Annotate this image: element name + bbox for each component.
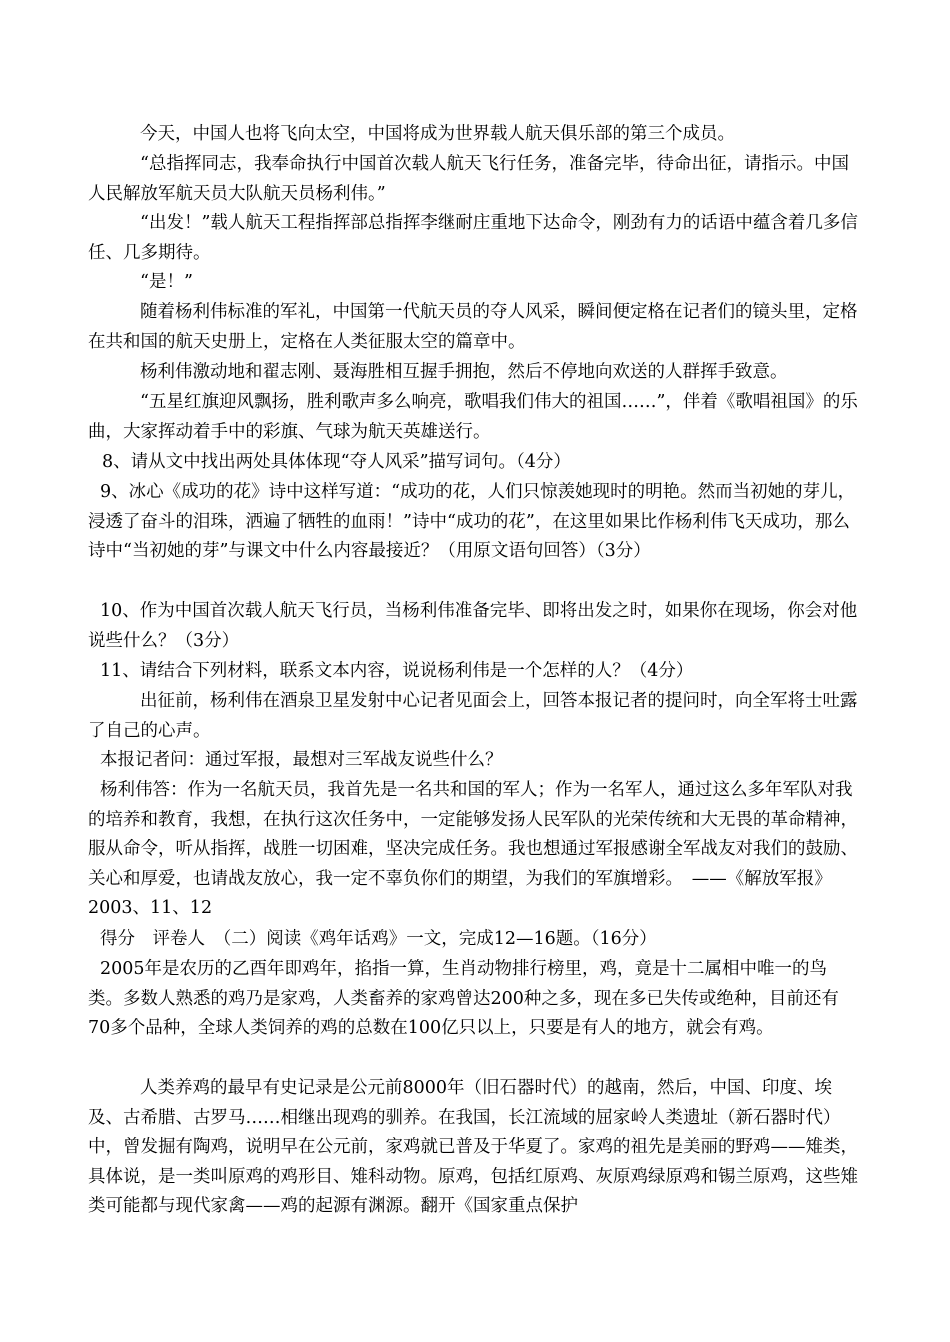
- reporter-question: 本报记者问：通过军报，最想对三军战友说些什么？: [100, 750, 503, 770]
- paragraph-1: 今天，中国人也将飞向太空，中国将成为世界载人航天俱乐部的第三个成员。: [140, 124, 735, 144]
- article-paragraph-1: 2005年是农历的乙酉年即鸡年，掐指一算，生肖动物排行榜里，鸡，竟是十二属相中唯一的鸟类。多数人熟悉的鸡乃是家鸡，人类畜养的家鸡曾达200种之多，现在多已失传或绝种，目前还有70多个品种，全球人类饲养的鸡的总数在100亿只以上，只要是有人的地方，就会有鸡。: [88, 959, 839, 1038]
- material-intro: 出征前，杨利伟在酒泉卫星发射中心记者见面会上，回答本报记者的提问时，向全军将士吐露了自己的心声。: [88, 691, 858, 741]
- paragraph-2: “总指挥同志，我奉命执行中国首次载人航天飞行任务，准备完毕，待命出征，请指示。中国人民解放军航天员大队航天员杨利伟。”: [88, 154, 849, 204]
- article-paragraph-2: 人类养鸡的最早有史记录是公元前8000年（旧石器时代）的越南，然后，中国、印度、埃及、古希腊、古罗马……相继出现鸡的驯养。在我国，长江流域的屈家岭人类遗址（新石器时代）中，曾发掘有陶鸡，说明早在公元前，家鸡就已普及于华夏了。家鸡的祖先是美丽的野鸡——雉类，具体说，是一类叫原鸡的鸡形目、雉科动物。原鸡，包括红原鸡、灰原鸡绿原鸡和锡兰原鸡，这些雉类可能都与现代家禽——鸡的起源有渊源。翻开《国家重点保护: [88, 1078, 858, 1216]
- question-9: 9、冰心《成功的花》诗中这样写道：“成功的花，人们只惊羡她现时的明艳。然而当初她的芽儿，浸透了奋斗的泪珠，洒遍了牺牲的血雨！”诗中“成功的花”，在这里如果比作杨利伟飞天成功，那么诗中“当初她的芽”与课文中什么内容最接近？（用原文语句回答）（3分）: [88, 482, 856, 561]
- paragraph-7: “五星红旗迎风飘扬，胜利歌声多么响亮，歌唱我们伟大的祖国……”，伴着《歌唱祖国》的乐曲，大家挥动着手中的彩旗、气球为航天英雄送行。: [88, 392, 858, 442]
- paragraph-3: “出发！”载人航天工程指挥部总指挥李继耐庄重地下达命令，刚劲有力的话语中蕴含着几多信任、几多期待。: [88, 213, 858, 263]
- paragraph-5: 随着杨利伟标准的军礼，中国第一代航天员的夺人风采，瞬间便定格在记者们的镜头里，定格在共和国的航天史册上，定格在人类征服太空的篇章中。: [88, 302, 858, 352]
- paragraph-4: “是！”: [140, 272, 193, 292]
- yang-answer: 杨利伟答：作为一名航天员，我首先是一名共和国的军人；作为一名军人，通过这么多年军队对我的培养和教育，我想，在执行这次任务中，一定能够发扬人民军队的光荣传统和大无畏的革命精神，服从命令，听从指挥，战胜一切困难，坚决完成任务。我也想通过军报感谢全军战友对我们的鼓励、关心和厚爱，也请战友放心，我一定不辜负你们的期望，为我们的军旗增彩。 ——《解放军报》2003、11、12: [88, 780, 858, 918]
- paragraph-6: 杨利伟激动地和翟志刚、聂海胜相互握手拥抱，然后不停地向欢送的人群挥手致意。: [140, 362, 788, 382]
- question-11: 11、请结合下列材料，联系文本内容，说说杨利伟是一个怎样的人？（4分）: [100, 661, 694, 681]
- question-10: 10、作为中国首次载人航天飞行员，当杨利伟准备完毕、即将出发之时，如果你在现场，你会对他说些什么？（3分）: [88, 601, 858, 651]
- question-8: 8、请从文中找出两处具体体现“夺人风采”描写词句。（4分）: [102, 452, 571, 472]
- section-two-header: 得分 评卷人 （二）阅读《鸡年话鸡》一文，完成12—16题。（16分）: [100, 929, 657, 949]
